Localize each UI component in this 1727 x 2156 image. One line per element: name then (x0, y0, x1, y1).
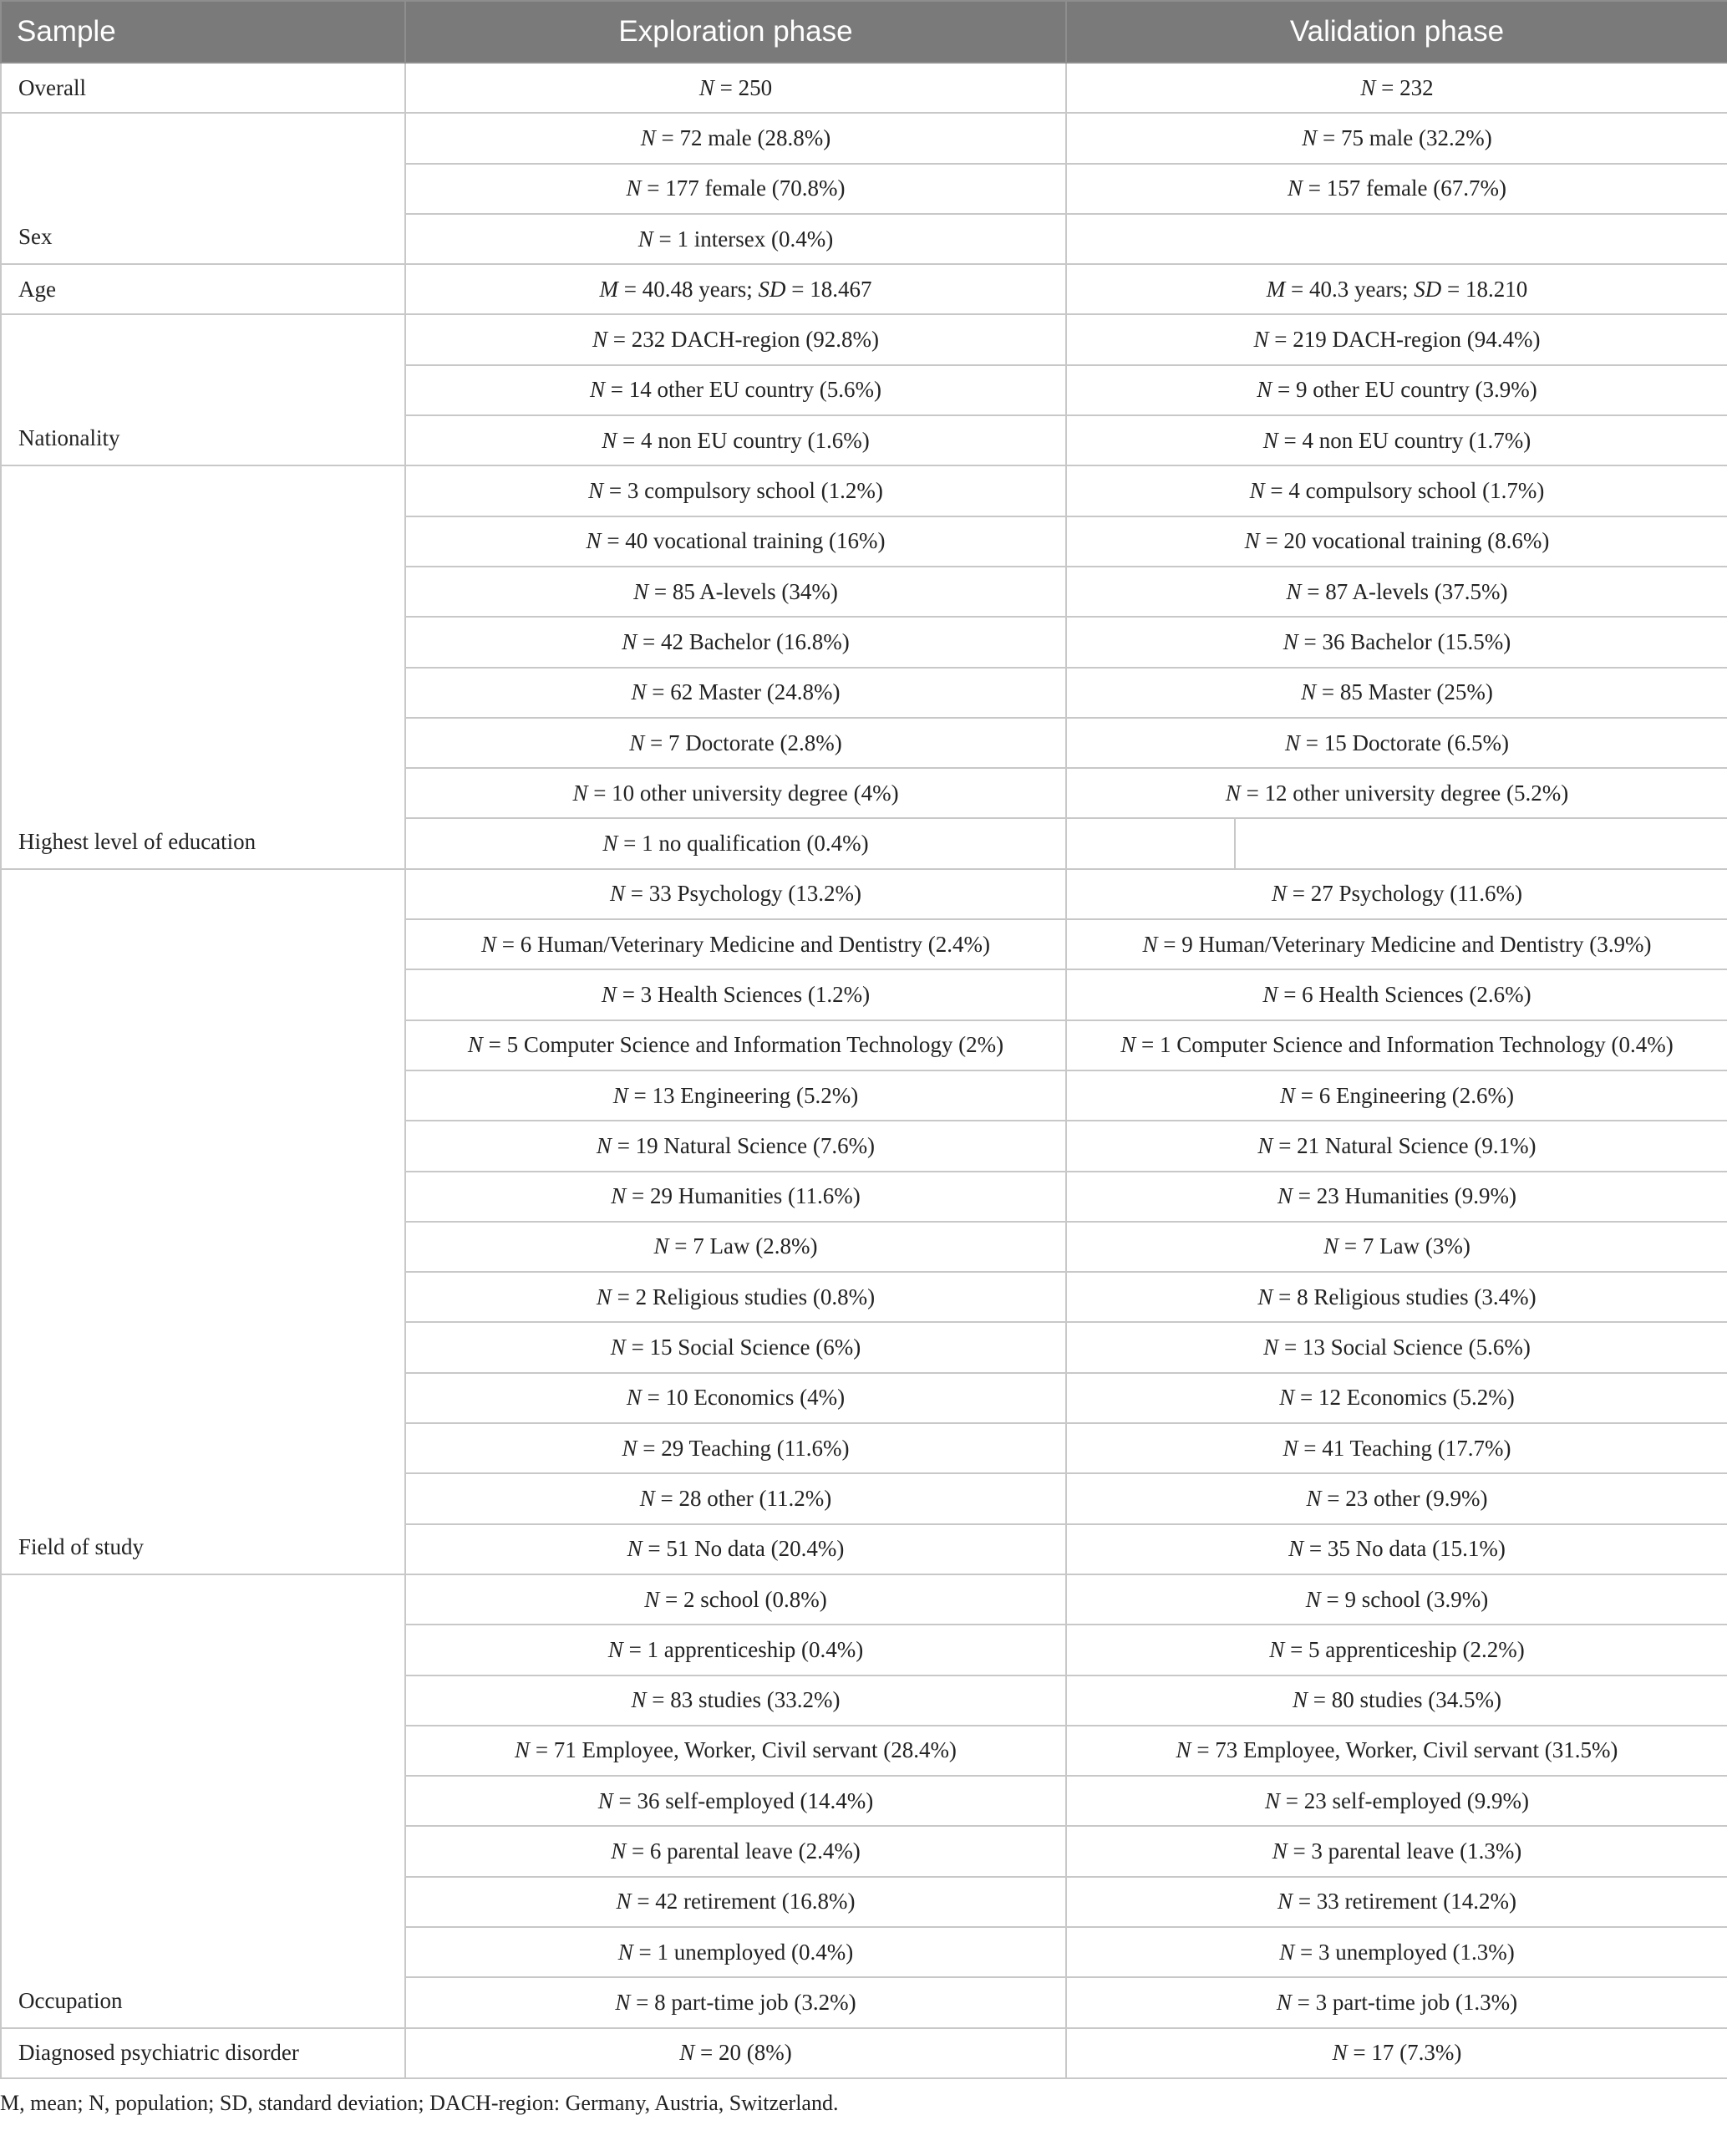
table-row (1, 1574, 1727, 1625)
validation-cell: N = 41 Teaching (17.7%) (1066, 1423, 1727, 1473)
exploration-cell: N = 14 other EU country (5.6%) (405, 365, 1066, 415)
exploration-cell: N = 71 Employee, Worker, Civil servant (28.4%) (405, 1726, 1066, 1776)
row-label: Occupation (1, 1574, 405, 2028)
exploration-cell: N = 177 female (70.8%) (405, 164, 1066, 214)
validation-cell: N = 3 part-time job (1.3%) (1066, 1977, 1727, 2027)
exploration-cell: N = 72 male (28.8%) (405, 113, 1066, 163)
exploration-cell: N = 42 retirement (16.8%) (405, 1877, 1066, 1927)
exploration-cell: M = 40.48 years; SD = 18.467 (405, 264, 1066, 314)
row-label: Highest level of education (1, 465, 405, 868)
validation-cell (1066, 214, 1727, 264)
validation-cell: N = 219 DACH-region (94.4%) (1066, 314, 1727, 364)
exploration-cell: N = 85 A-levels (34%) (405, 567, 1066, 617)
validation-cell: N = 80 studies (34.5%) (1066, 1675, 1727, 1726)
validation-cell: N = 27 Psychology (11.6%) (1066, 869, 1727, 919)
exploration-cell: N = 7 Doctorate (2.8%) (405, 718, 1066, 768)
validation-cell: N = 73 Employee, Worker, Civil servant (31.5%) (1066, 1726, 1727, 1776)
table-row (1, 264, 1727, 314)
row-label: Sex (1, 113, 405, 264)
exploration-cell: N = 6 Human/Veterinary Medicine and Dentistry (2.4%) (405, 919, 1066, 969)
validation-cell: N = 4 compulsory school (1.7%) (1066, 465, 1727, 516)
validation-cell (1066, 818, 1727, 868)
row-label: Nationality (1, 314, 405, 465)
validation-cell: N = 21 Natural Science (9.1%) (1066, 1121, 1727, 1171)
table-row (1, 869, 1727, 919)
row-label: Age (1, 264, 405, 314)
validation-cell: N = 157 female (67.7%) (1066, 164, 1727, 214)
validation-cell: N = 23 self-employed (9.9%) (1066, 1776, 1727, 1826)
validation-cell: N = 8 Religious studies (3.4%) (1066, 1272, 1727, 1322)
validation-cell: N = 33 retirement (14.2%) (1066, 1877, 1727, 1927)
header-row (1, 1, 1727, 63)
validation-cell: N = 232 (1066, 63, 1727, 113)
exploration-cell: N = 19 Natural Science (7.6%) (405, 1121, 1066, 1171)
header-sample: Sample (1, 1, 405, 63)
exploration-cell: N = 83 studies (33.2%) (405, 1675, 1066, 1726)
exploration-cell: N = 42 Bachelor (16.8%) (405, 617, 1066, 667)
exploration-cell: N = 10 Economics (4%) (405, 1373, 1066, 1423)
header-validation: Validation phase (1066, 1, 1727, 63)
header-exploration: Exploration phase (405, 1, 1066, 63)
exploration-cell: N = 10 other university degree (4%) (405, 768, 1066, 818)
row-label: Field of study (1, 869, 405, 1574)
table-body (1, 63, 1727, 2078)
validation-cell: N = 3 unemployed (1.3%) (1066, 1927, 1727, 1977)
exploration-cell: N = 2 Religious studies (0.8%) (405, 1272, 1066, 1322)
validation-cell: N = 7 Law (3%) (1066, 1222, 1727, 1272)
exploration-cell: N = 36 self-employed (14.4%) (405, 1776, 1066, 1826)
exploration-cell: N = 3 compulsory school (1.2%) (405, 465, 1066, 516)
validation-cell: N = 9 school (3.9%) (1066, 1574, 1727, 1625)
validation-cell: M = 40.3 years; SD = 18.210 (1066, 264, 1727, 314)
validation-cell: N = 9 other EU country (3.9%) (1066, 365, 1727, 415)
validation-cell: N = 15 Doctorate (6.5%) (1066, 718, 1727, 768)
exploration-cell: N = 1 apprenticeship (0.4%) (405, 1625, 1066, 1675)
validation-cell: N = 1 Computer Science and Information Technology (0.4%) (1066, 1020, 1727, 1070)
validation-cell: N = 35 No data (15.1%) (1066, 1524, 1727, 1574)
exploration-cell: N = 28 other (11.2%) (405, 1473, 1066, 1523)
table-row (1, 113, 1727, 163)
validation-cell: N = 9 Human/Veterinary Medicine and Dentistry (3.9%) (1066, 919, 1727, 969)
validation-cell: N = 5 apprenticeship (2.2%) (1066, 1625, 1727, 1675)
validation-cell: N = 4 non EU country (1.7%) (1066, 415, 1727, 465)
validation-cell: N = 3 parental leave (1.3%) (1066, 1826, 1727, 1876)
exploration-cell: N = 3 Health Sciences (1.2%) (405, 969, 1066, 1020)
exploration-cell: N = 7 Law (2.8%) (405, 1222, 1066, 1272)
validation-cell: N = 85 Master (25%) (1066, 668, 1727, 718)
exploration-cell: N = 29 Humanities (11.6%) (405, 1172, 1066, 1222)
exploration-cell: N = 232 DACH-region (92.8%) (405, 314, 1066, 364)
validation-cell: N = 6 Health Sciences (2.6%) (1066, 969, 1727, 1020)
table-footnote: M, mean; N, population; SD, standard deviation; DACH-region: Germany, Austria, Switzerland. (0, 2090, 839, 2115)
validation-cell: N = 6 Engineering (2.6%) (1066, 1070, 1727, 1121)
exploration-cell: N = 62 Master (24.8%) (405, 668, 1066, 718)
exploration-cell: N = 6 parental leave (2.4%) (405, 1826, 1066, 1876)
validation-cell: N = 75 male (32.2%) (1066, 113, 1727, 163)
table-row (1, 63, 1727, 113)
validation-cell: N = 36 Bachelor (15.5%) (1066, 617, 1727, 667)
exploration-cell: N = 40 vocational training (16%) (405, 516, 1066, 567)
exploration-cell: N = 1 intersex (0.4%) (405, 214, 1066, 264)
row-label: Diagnosed psychiatric disorder (1, 2028, 405, 2078)
row-label: Overall (1, 63, 405, 113)
exploration-cell: N = 2 school (0.8%) (405, 1574, 1066, 1625)
exploration-cell: N = 29 Teaching (11.6%) (405, 1423, 1066, 1473)
validation-cell: N = 12 other university degree (5.2%) (1066, 768, 1727, 818)
exploration-cell: N = 1 unemployed (0.4%) (405, 1927, 1066, 1977)
exploration-cell: N = 250 (405, 63, 1066, 113)
validation-cell: N = 17 (7.3%) (1066, 2028, 1727, 2078)
exploration-cell: N = 5 Computer Science and Information Technology (2%) (405, 1020, 1066, 1070)
table-row (1, 465, 1727, 516)
validation-cell: N = 12 Economics (5.2%) (1066, 1373, 1727, 1423)
exploration-cell: N = 33 Psychology (13.2%) (405, 869, 1066, 919)
validation-cell: N = 20 vocational training (8.6%) (1066, 516, 1727, 567)
exploration-cell: N = 1 no qualification (0.4%) (405, 818, 1066, 868)
exploration-cell: N = 51 No data (20.4%) (405, 1524, 1066, 1574)
exploration-cell: N = 20 (8%) (405, 2028, 1066, 2078)
table-row (1, 2028, 1727, 2078)
exploration-cell: N = 13 Engineering (5.2%) (405, 1070, 1066, 1121)
validation-cell: N = 13 Social Science (5.6%) (1066, 1322, 1727, 1372)
validation-cell: N = 23 other (9.9%) (1066, 1473, 1727, 1523)
validation-cell: N = 87 A-levels (37.5%) (1066, 567, 1727, 617)
validation-cell: N = 23 Humanities (9.9%) (1066, 1172, 1727, 1222)
exploration-cell: N = 4 non EU country (1.6%) (405, 415, 1066, 465)
exploration-cell: N = 8 part-time job (3.2%) (405, 1977, 1066, 2027)
table-row (1, 314, 1727, 364)
exploration-cell: N = 15 Social Science (6%) (405, 1322, 1066, 1372)
